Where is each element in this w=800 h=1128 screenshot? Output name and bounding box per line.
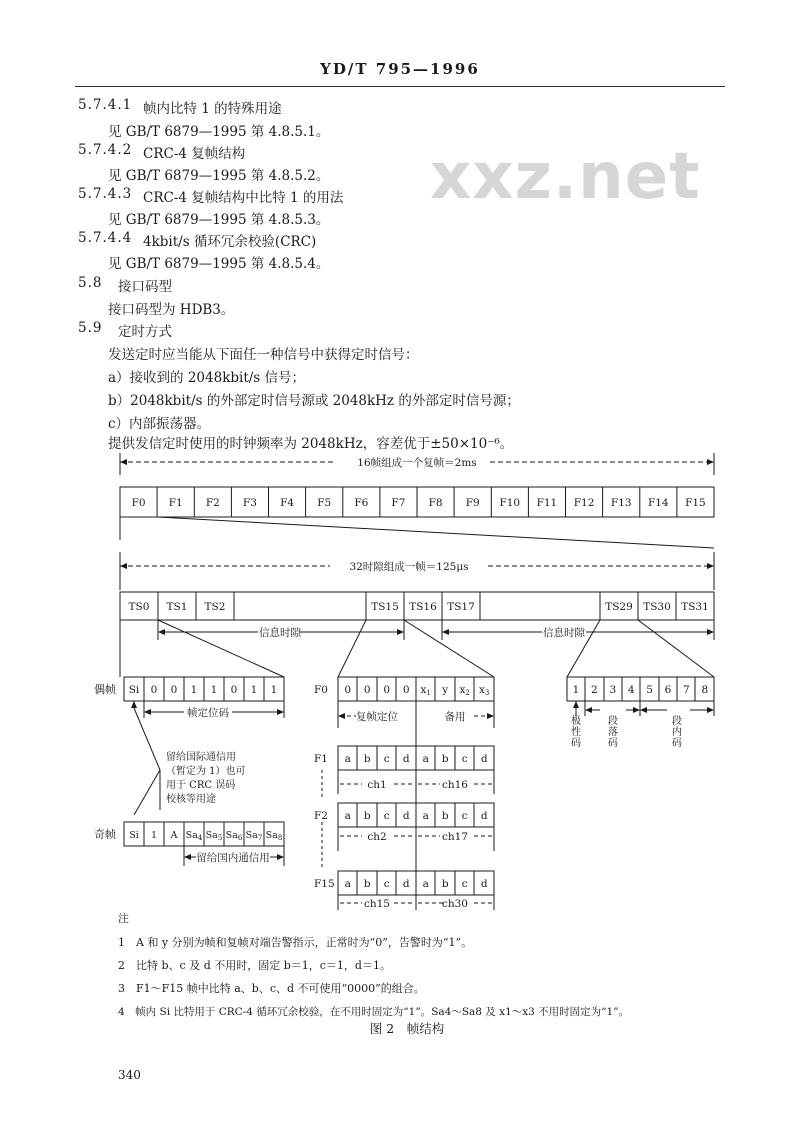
segment-label-char: 段 xyxy=(608,716,618,727)
odd-bit: $Sa_4$ xyxy=(185,830,203,842)
frame-cell-label: F2 xyxy=(205,497,220,509)
frame-cell-label: F6 xyxy=(354,497,369,509)
timing-item-a: a）接收到的 2048kbit/s 信号； xyxy=(108,370,306,386)
intl-note-line: 留给国际通信用 xyxy=(166,752,236,763)
ts16-bit: a xyxy=(422,753,429,765)
frame-cell-label: F1 xyxy=(168,497,183,509)
ts-label: TS15 xyxy=(371,601,399,613)
ts16-bit: b xyxy=(441,810,449,822)
info-bit: 2 xyxy=(591,684,598,696)
section-num-59: 5.9 xyxy=(78,320,103,336)
ts16-bit: a xyxy=(422,810,429,822)
ts16-bit: c xyxy=(461,810,468,822)
national-label: 留给国内通信用 xyxy=(196,852,270,864)
section-body-5741: 见 GB/T 6879—1995 第 4.8.5.1。 xyxy=(108,124,330,140)
frame-cell-label: F0 xyxy=(131,497,146,509)
page-number: 340 xyxy=(118,1068,141,1082)
intl-note-line: 用于 CRC 误码 xyxy=(166,780,236,791)
section-body-5744: 见 GB/T 6879—1995 第 4.8.5.4。 xyxy=(108,256,330,272)
frame-cell-label: F12 xyxy=(573,497,595,509)
timing-item-b: b）2048kbit/s 的外部定时信号源或 2048kHz 的外部定时信号源； xyxy=(108,393,520,409)
section-body-58: 接口码型为 HDB3。 xyxy=(108,302,235,318)
even-bit: 1 xyxy=(210,684,218,696)
ts16-bit: d xyxy=(480,810,488,822)
segment-label-char: 码 xyxy=(608,738,618,749)
ts16-frame-label: F2 xyxy=(314,810,328,822)
ts-label: TS30 xyxy=(643,601,671,613)
ts16-bit: a xyxy=(422,878,429,890)
multiframe-label: 16帧组成一个复帧＝2ms xyxy=(357,457,477,469)
ts16-bit: b xyxy=(363,810,371,822)
info-slot-label-left: 信息时隙 xyxy=(259,627,301,639)
odd-bit: Si xyxy=(129,830,139,841)
even-bit: Si xyxy=(128,684,140,696)
ts16-left-label: ch2 xyxy=(367,831,387,843)
ts16-bit: x2 xyxy=(459,684,470,697)
ts16-bit: d xyxy=(480,753,488,765)
intra-label-char: 段 xyxy=(672,716,682,727)
ts-label: TS0 xyxy=(128,601,150,613)
section-title-58: 接口码型 xyxy=(118,279,172,295)
ts16-bit: b xyxy=(363,878,371,890)
figure-caption: 图 2 帧结构 xyxy=(369,1021,445,1036)
polarity-label-char: 性 xyxy=(571,727,581,738)
section-body-59: 发送定时应当能从下面任一种信号中获得定时信号： xyxy=(108,347,419,363)
note-item: 4 帧内 Si 比特用于 CRC-4 循环冗余校验，在不用时固定为“1”。Sa4～Sa8 及 x1～x3 不用时固定为“1”。 xyxy=(118,1006,630,1018)
even-bit: 0 xyxy=(170,684,178,696)
frame-cell-label: F13 xyxy=(610,497,632,509)
ts16-bit: b xyxy=(441,878,449,890)
frame-align-label: 帧定位码 xyxy=(187,707,229,719)
ts16-right-label: ch16 xyxy=(441,779,469,791)
intra-label-char: 内 xyxy=(672,727,682,738)
frame-label: 32时隙组成一帧＝125μs xyxy=(349,561,469,573)
ts16-bit: c xyxy=(461,878,468,890)
frame-cell-label: F4 xyxy=(280,497,295,509)
ts16-bit: d xyxy=(402,753,410,765)
ts16-bit: 0 xyxy=(363,684,371,696)
info-bit: 5 xyxy=(646,684,653,696)
section-title-5743: CRC-4 复帧结构中比特 1 的用法 xyxy=(143,190,344,206)
note-item: 2 比特 b、c 及 d 不用时，固定 b＝1，c＝1，d＝1。 xyxy=(118,959,391,972)
ts-label: TS2 xyxy=(204,601,226,613)
section-num-5741: 5.7.4.1 xyxy=(78,97,133,113)
ts16-bit: c xyxy=(383,810,390,822)
note-item: 3 F1～F15 帧中比特 a、b、c、d 不可使用“0000”的组合。 xyxy=(118,982,425,995)
ts16-left-label: 复帧定位 xyxy=(356,711,398,723)
frame-cell-label: F9 xyxy=(465,497,480,509)
frame-cell-label: F8 xyxy=(428,497,443,509)
section-title-5744: 4kbit/s 循环冗余校验(CRC) xyxy=(143,234,317,250)
section-title-5741: 帧内比特 1 的特殊用途 xyxy=(143,101,282,117)
info-bit: 3 xyxy=(609,684,617,696)
ts16-right-label: ch30 xyxy=(441,898,469,910)
section-num-5744: 5.7.4.4 xyxy=(78,230,133,246)
ts16-bit: b xyxy=(441,753,449,765)
odd-bit: $Sa_5$ xyxy=(205,830,223,842)
info-bit: 6 xyxy=(664,684,672,696)
section-title-59: 定时方式 xyxy=(118,324,172,340)
section-num-5742: 5.7.4.2 xyxy=(78,142,133,158)
odd-bit: 1 xyxy=(150,830,158,841)
polarity-label-char: 码 xyxy=(571,738,581,749)
ts16-bit: c xyxy=(383,753,390,765)
polarity-label-char: 极 xyxy=(571,716,581,727)
ts16-bit: x1 xyxy=(420,684,431,697)
intra-label-char: 码 xyxy=(672,738,682,749)
ts16-bit: y xyxy=(442,684,449,696)
ts16-bit: c xyxy=(383,878,390,890)
ts16-bit: a xyxy=(344,753,351,765)
section-num-58: 5.8 xyxy=(78,275,103,291)
odd-bit: $Sa_6$ xyxy=(225,830,243,842)
intl-note-line: 校核等用途 xyxy=(166,794,216,805)
odd-bit: $Sa_8$ xyxy=(265,830,283,842)
ts16-frame-label: F0 xyxy=(314,684,328,696)
even-bit: 0 xyxy=(230,684,238,696)
odd-frame-label: 奇帧 xyxy=(94,828,116,841)
ts16-bit: d xyxy=(402,878,410,890)
frame-cell-label: F3 xyxy=(242,497,257,509)
even-bit: 1 xyxy=(270,684,278,696)
timing-tail: 提供发信定时使用的时钟频率为 2048kHz，容差优于±50×10⁻⁶。 xyxy=(108,436,514,452)
info-bit: 7 xyxy=(683,684,690,696)
ts-label: TS1 xyxy=(166,601,188,613)
even-bit: 1 xyxy=(190,684,198,696)
segment-label-char: 落 xyxy=(608,727,618,738)
even-bit: 1 xyxy=(250,684,258,696)
ts-label: TS16 xyxy=(409,601,437,613)
ts16-bit: 0 xyxy=(402,684,410,696)
frame-cell-label: F14 xyxy=(647,497,669,509)
ts16-bit: 0 xyxy=(344,684,352,696)
ts16-bit: a xyxy=(344,810,351,822)
ts16-left-label: ch1 xyxy=(367,779,387,791)
info-bit: 4 xyxy=(627,684,635,696)
frame-cell-label: F15 xyxy=(685,497,706,509)
ts16-bit: x3 xyxy=(479,684,490,697)
ts16-bit: d xyxy=(480,878,488,890)
odd-bit: $Sa_7$ xyxy=(245,830,263,842)
note-item: 1 A 和 y 分别为帧和复帧对端告警指示，正常时为“0”，告警时为“1”。 xyxy=(118,936,473,949)
ts16-frame-label: F15 xyxy=(314,878,335,890)
ts16-frame-label: F1 xyxy=(314,753,328,765)
even-frame-label: 偶帧 xyxy=(94,683,116,696)
ts-label: TS17 xyxy=(447,601,475,613)
frame-cell-label: F7 xyxy=(391,497,406,509)
section-num-5743: 5.7.4.3 xyxy=(78,186,133,202)
watermark: xxz.net xyxy=(430,140,701,214)
section-body-5742: 见 GB/T 6879—1995 第 4.8.5.2。 xyxy=(108,168,330,184)
info-bit: 8 xyxy=(701,684,709,696)
ts16-right-label: ch17 xyxy=(441,831,469,843)
ts16-right-label: 备用 xyxy=(444,711,466,723)
timing-item-c: c）内部振荡器。 xyxy=(108,416,211,432)
even-bit: 0 xyxy=(150,684,158,696)
intl-note-line: （暂定为 1）也可 xyxy=(166,766,246,777)
info-slot-label-right: 信息时隙 xyxy=(543,627,585,639)
ts-label: TS31 xyxy=(681,601,709,613)
ts16-bit: d xyxy=(402,810,410,822)
ts16-left-label: ch15 xyxy=(363,898,391,910)
section-title-5742: CRC-4 复帧结构 xyxy=(143,146,246,162)
section-body-5743: 见 GB/T 6879—1995 第 4.8.5.3。 xyxy=(108,212,330,228)
ts16-bit: a xyxy=(344,878,351,890)
notes-title: 注 xyxy=(118,912,129,925)
info-bit: 1 xyxy=(572,684,580,696)
odd-bit: A xyxy=(170,830,178,841)
ts-label: TS29 xyxy=(605,601,633,613)
ts16-bit: b xyxy=(363,753,371,765)
frame-cell-label: F10 xyxy=(499,497,521,509)
standard-header: YD/T 795—1996 xyxy=(320,60,480,78)
frame-cell-label: F5 xyxy=(317,497,332,509)
frame-cell-label: F11 xyxy=(536,497,558,509)
ts16-bit: 0 xyxy=(383,684,391,696)
ts16-bit: c xyxy=(461,753,468,765)
